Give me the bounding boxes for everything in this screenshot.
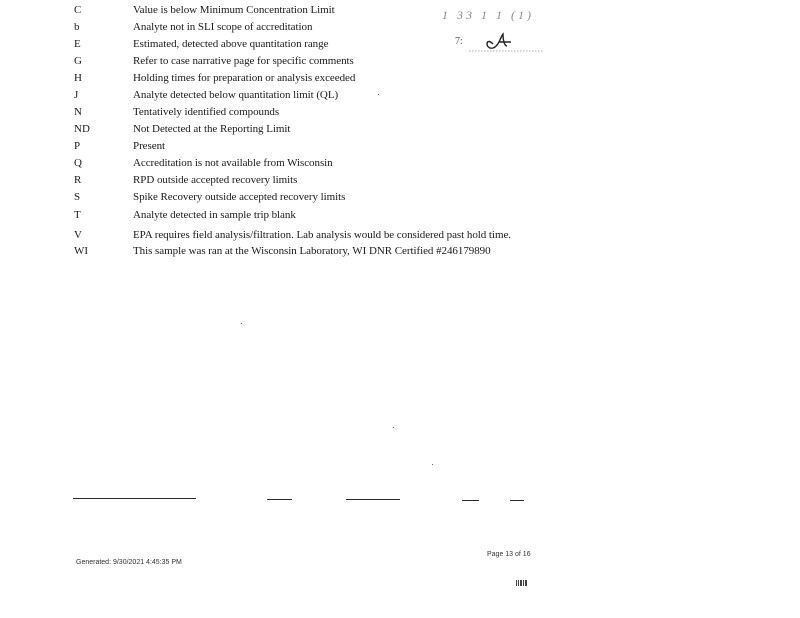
signature-line [267,499,292,500]
qualifier-row [0,189,560,206]
qualifier-code: V [74,229,82,241]
qualifier-description: Spike Recovery outside accepted recovery limits [133,191,346,203]
qualifier-description: Holding times for preparation or analysis exceeded [133,72,356,84]
qualifier-code: ND [74,123,90,135]
qualifier-description: Accreditation is not available from Wisconsin [133,157,333,169]
barcode-icon [516,579,528,587]
qualifier-description: Analyte not in SLI scope of accreditation [133,21,313,33]
signature-line [462,500,479,501]
handwritten-initials [455,30,545,54]
qualifier-description: Analyte detected in sample trip blank [133,209,296,221]
qualifier-code: Q [74,157,82,169]
qualifier-row [0,243,560,260]
signature-line [510,500,524,501]
faint-stamp-text: 1 33 1 1 (1) [442,8,534,22]
qualifier-description: Not Detected at the Reporting Limit [133,123,291,135]
qualifier-code: E [74,38,81,50]
qualifier-row [0,121,560,138]
qualifier-code: J [74,89,79,101]
scan-speck [432,464,433,465]
qualifier-description: RPD outside accepted recovery limits [133,174,298,186]
qualifier-description: Present [133,140,166,152]
qualifier-code: G [74,55,82,67]
qualifier-row [0,104,560,121]
qualifier-description: Refer to case narrative page for specific comments [133,55,354,67]
page-number: Page 13 of 16 [487,551,531,558]
qualifier-code: WI [74,245,89,257]
qualifier-description: EPA requires field analysis/filtration. Lab analysis would be considered past hold time. [133,229,511,241]
qualifier-row [0,227,560,244]
qualifier-code: T [74,209,81,221]
qualifier-description: Value is below Minimum Concentration Limit [133,4,335,16]
qualifier-code: S [74,191,81,203]
scan-speck [241,323,242,324]
qualifier-description: This sample was ran at the Wisconsin Laboratory, WI DNR Certified #246179890 [133,245,491,257]
qualifier-description: Estimated, detected above quantitation range [133,38,329,50]
signature-icon [455,30,545,54]
qualifier-code: C [74,4,82,16]
scan-speck [393,427,394,428]
qualifier-description: Analyte detected below quantitation limit (QL) [133,89,339,101]
qualifier-row [0,70,560,87]
qualifier-code: R [74,174,82,186]
qualifier-code: b [74,21,80,33]
generated-timestamp: Generated: 9/30/2021 4:45:35 PM [76,559,182,566]
qualifier-row [0,138,560,155]
signature-prefix: 7: [455,36,463,47]
scan-speck [378,94,379,95]
qualifier-description: Tentatively identified compounds [133,106,280,118]
qualifier-code: P [74,140,81,152]
qualifier-row [0,87,560,104]
qualifier-row [0,155,560,172]
signature-line [346,499,400,500]
qualifier-code: N [74,106,82,118]
signature-line [73,498,196,499]
qualifier-row [0,172,560,189]
qualifier-row [0,53,560,70]
qualifier-row [0,207,560,224]
qualifier-code: H [74,72,82,84]
